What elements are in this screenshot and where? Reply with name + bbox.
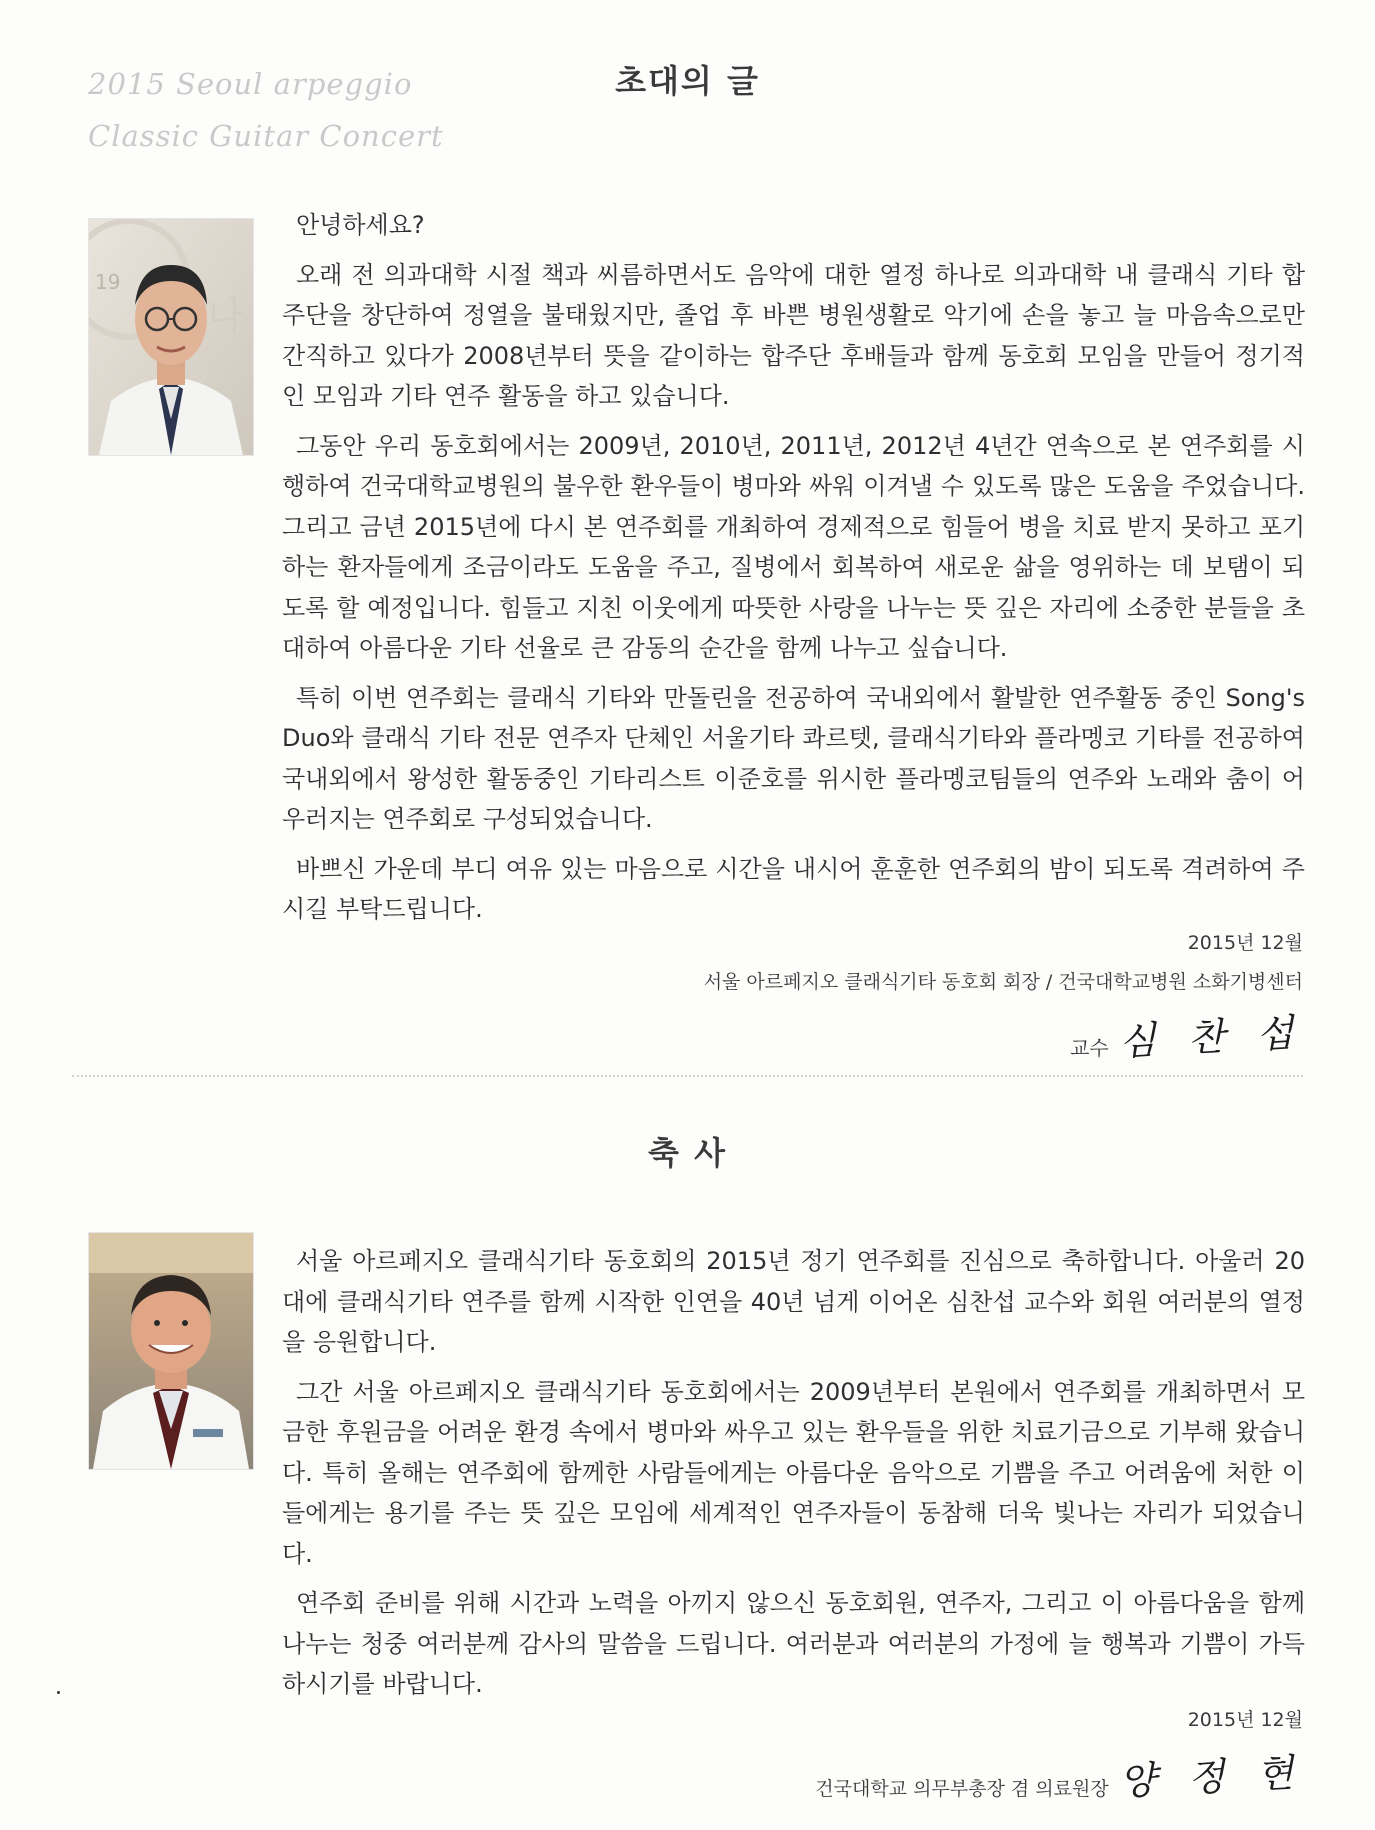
svg-text:나: 나 xyxy=(207,294,244,338)
invitation-author-photo xyxy=(88,218,254,456)
invitation-date: 2015년 12월 xyxy=(1187,932,1303,954)
congrats-signoff xyxy=(815,1705,1305,1804)
congrats-signature-line xyxy=(815,1746,1305,1804)
invitation-paragraph: 오래 전 의과대학 시절 책과 씨름하면서도 음악에 대한 열정 하나로 의과대학 내 클래식 기타 합주단을 창단하여 정열을 불태웠지만, 졸업 후 바쁜 병원생활로 악기에 손을 놓고 늘 마음속으로만 간직하고 있다가 2008년부터 뜻을 같이하는 합주단 후배들과 함께 동호회 모임을 만들어 정기적인 모임과 기타 연주 활동을 하고 있습니다. xyxy=(282,260,1305,410)
invitation-greeting: 안녕하세요? xyxy=(296,211,425,239)
scan-speck xyxy=(57,1691,60,1694)
congrats-affiliation: 건국대학교 의무부총장 겸 의료원장 xyxy=(815,1778,1109,1800)
invitation-affiliation: 서울 아르페지오 클래식기타 동호회 회장 / 건국대학교병원 소화기병센터 xyxy=(703,971,1303,993)
congrats-paragraph: 연주회 준비를 위해 시간과 노력을 아끼지 않으신 동호회원, 연주자, 그리고 이 아름다움을 함께 나누는 청중 여러분께 감사의 말씀을 드립니다. 여러분과 여러분의 가정에 늘 행복과 기쁨이 가득하시기를 바랍니다. xyxy=(282,1589,1305,1698)
watermark-line-2: Classic Guitar Concert xyxy=(88,119,444,153)
invitation-paragraph: 바쁘신 가운데 부디 여유 있는 마음으로 시간을 내시어 훈훈한 연주회의 밤이 되도록 격려하여 주시길 부탁드립니다. xyxy=(282,854,1305,923)
congrats-signature: 양 정 현 xyxy=(1117,1750,1305,1804)
congrats-author-photo xyxy=(88,1232,254,1470)
watermark-line-1: 2015 Seoul arpeggio xyxy=(88,67,413,101)
invitation-title: 초대의 글 xyxy=(615,62,760,100)
congrats-date: 2015년 12월 xyxy=(1187,1709,1303,1731)
invitation-signature: 심 찬 섭 xyxy=(1117,1010,1305,1064)
invitation-paragraph: 그동안 우리 동호회에서는 2009년, 2010년, 2011년, 2012년 4년간 연속으로 본 연주회를 시행하여 건국대학교병원의 불우한 환우들이 병마와 싸워 이겨낼 수 있도록 많은 도움을 주었습니다. 그리고 금년 2015년에 다시 본 연주회를 개최하여 경제적으로 힘들어 병을 치료 받지 못하고 포기하는 환자들에게 조금이라도 도움을 주고, 질병에서 회복하여 새로운 삶을 영위하는 데 보탬이 되도록 할 예정입니다. 힘들고 지친 이웃에게 따뜻한 사랑을 나누는 뜻 깊은 자리에 소중한 분들을 초대하여 아름다운 기타 선율로 큰 감동의 순간을 함께 나누고 싶습니다. xyxy=(282,431,1305,662)
invitation-role: 교수 xyxy=(1070,1036,1109,1060)
congrats-body xyxy=(282,1241,1305,1714)
svg-text:19: 19 xyxy=(95,270,121,294)
invitation-paragraph: 특히 이번 연주회는 클래식 기타와 만돌린을 전공하여 국내외에서 활발한 연주활동 중인 Song's Duo와 클래식 기타 전문 연주자 단체인 서울기타 콰르텟, 클래식기타와 플라멩코 기타를 전공하여 국내외에서 왕성한 활동중인 기타리스트 이준호를 위시한 플라멩코팀들의 연주와 노래와 춤이 어우러지는 연주회로 구성되었습니다. xyxy=(282,683,1305,833)
invitation-signoff xyxy=(703,928,1305,1064)
congrats-paragraph: 그간 서울 아르페지오 클래식기타 동호회에서는 2009년부터 본원에서 연주회를 개최하면서 모금한 후원금을 어려운 환경 속에서 병마와 싸우고 있는 환우들을 위한 치료기금으로 기부해 왔습니다. 특히 올해는 연주회에 함께한 사람들에게는 아름다운 음악으로 기쁨을 주고 어려움에 처한 이들에게는 용기를 주는 뜻 깊은 모임에 세계적인 연주자들이 동참해 더욱 빛나는 자리가 되었습니다. xyxy=(282,1377,1305,1568)
congrats-title: 축 사 xyxy=(648,1134,727,1172)
section-divider xyxy=(72,1075,1303,1077)
congrats-paragraph: 서울 아르페지오 클래식기타 동호회의 2015년 정기 연주회를 진심으로 축하합니다. 아울러 20대에 클래식기타 연주를 함께 시작한 인연을 40년 넘게 이어온 심찬섭 교수와 회원 여러분의 열정을 응원합니다. xyxy=(282,1247,1305,1356)
invitation-signature-line xyxy=(704,1006,1305,1064)
invitation-body xyxy=(282,205,1305,939)
